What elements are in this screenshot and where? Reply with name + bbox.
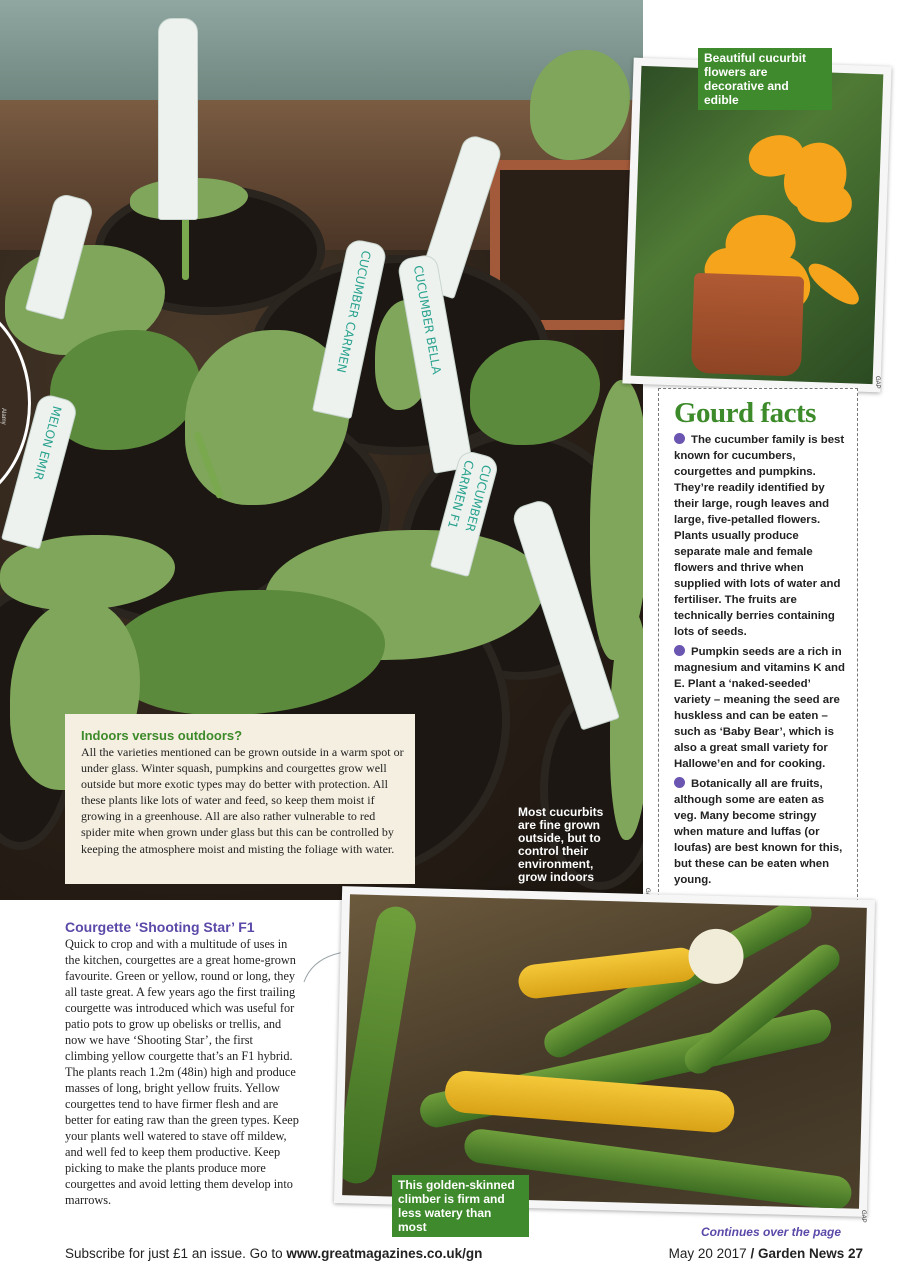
publication-page: Garden News 27 (757, 1246, 863, 1261)
page-footer (669, 1246, 863, 1261)
seedling-leaf (470, 340, 600, 445)
gourd-facts-box (658, 388, 858, 902)
courgette-photo (334, 886, 875, 1217)
indoors-body: All the varieties mentioned can be grown outside in a warm spot or under glass. Winter squash, pumpkins and courgettes grow well outside but more exotic types may do better with protection. All these plants like lots of water and feed, so keep them moist if growing in a greenhouse. All are also rather vulnerable to red spider mite when grown under glass but this can be controlled by keeping the atmosphere moist and misting the foliage with water. (81, 745, 404, 856)
bullet-icon (674, 777, 685, 788)
flower-petal (803, 257, 864, 311)
flower-petal (796, 181, 852, 223)
article-body: Quick to crop and with a multitude of uses in the kitchen, courgettes are a great home-grown favourite. Green or yellow, round or long, they all taste great. A few years ago the first trailing courgette was introduced which was useful for patio pots to grow up obelisks or trellis, and now we have ‘Shooting Star’, the first climbing yellow courgette that’s an F1 hybrid. The plants reach 1.2m (48in) high and produce masses of long, bright yellow fruits. Yellow courgettes tend to have firmer flesh and are better for eating raw than the green types. Keep your plants well watered to stave off mildew, and well fed to keep them productive. Keep picking to make the plants produce more courgettes and avoid letting them develop into marrows. (65, 937, 299, 1207)
subscribe-url[interactable]: www.greatmagazines.co.uk/gn (286, 1246, 483, 1261)
gourd-facts-title: Gourd facts (674, 397, 816, 429)
indoors-heading: Indoors versus outdoors? (81, 728, 243, 743)
green-courgette (342, 904, 419, 1187)
indoors-photo-caption: Most cucurbits are fine grown outside, but to control their environment, grow indoors (518, 805, 604, 884)
issue-date: May 20 2017 (668, 1246, 747, 1261)
flowers-caption: Beautiful cucurbit flowers are decorative and edible (698, 48, 832, 110)
gourd-fact-item: Pumpkin seeds are a rich in magnesium and vitamins K and E. Plant a ‘naked-seeded’ variety – meaning the seed are huskless and can be eaten – such as ‘Baby Bear’, which is also a great small variety for Hallowe’en and for cooking. (674, 646, 845, 770)
courgette-flower (688, 928, 744, 984)
article-title: Courgette ‘Shooting Star’ F1 (65, 919, 255, 935)
plant-label-text: CUCUMBER BELLA (410, 264, 444, 376)
plant-label-text: CUCUMBER CARMEN (333, 249, 374, 374)
plant-label-text: MELON EMIR (30, 404, 65, 482)
plant-label-text: CUCUMBER CARMEN F1 (444, 458, 494, 534)
continues-link: Continues over the page (700, 1225, 841, 1239)
plant-label-blank (158, 18, 198, 220)
bullet-icon (674, 645, 685, 656)
photo-credit: GAP (874, 376, 880, 389)
subscribe-line: Subscribe for just £1 an issue. Go to www.greatmagazines.co.uk/gn (65, 1246, 483, 1261)
indoors-versus-outdoors-box (65, 714, 415, 884)
bullet-icon (674, 433, 685, 444)
terracotta-pot (691, 273, 804, 377)
photo-credit: Alamy (0, 408, 6, 425)
seedlings-photo (0, 0, 643, 900)
photo-credit: GAP (860, 1210, 866, 1223)
courgette-caption: This golden-skinned climber is firm and less watery than most (392, 1175, 529, 1237)
footer-separator: / (746, 1246, 758, 1261)
gourd-fact-item: The cucumber family is best known for cucumbers, courgettes and pumpkins. They’re readily identified by their large, rough leaves and large, five-petalled flowers. Plants usually produce separate male and female flowers and thrive when supplied with lots of water and fertiliser. The fruits are technically berries containing lots of seeds. (674, 434, 845, 638)
gourd-fact-item: Botanically all are fruits, although some are eaten as veg. Many become stringy when mature and luffas (or loufas) are best known for this, but these can be eaten when young. (674, 778, 843, 886)
